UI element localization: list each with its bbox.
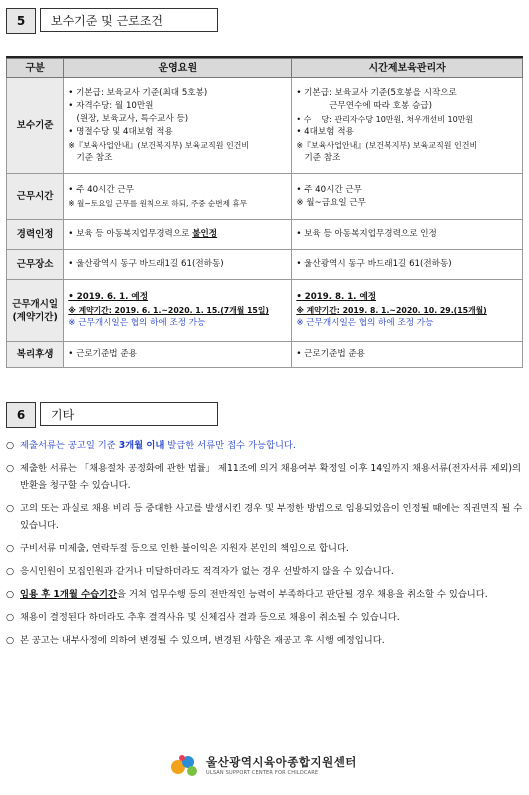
note-text — [20, 586, 523, 603]
not-recognized-emphasis: 불인정 — [192, 229, 218, 239]
note-text — [20, 437, 523, 454]
text-line: ※ 근무개시일은 협의 하에 조정 가능 — [296, 318, 434, 328]
list-item — [6, 540, 523, 557]
text-segment: 발급한 서류만 접수 가능합니다. — [164, 440, 296, 451]
table-row-place — [7, 250, 523, 280]
list-item — [6, 609, 523, 626]
text-segment: 제출서류는 공고일 기준 — [20, 440, 119, 451]
org-logo — [170, 752, 357, 778]
table-row-pay — [7, 78, 523, 174]
conditions-table — [6, 58, 523, 368]
probation-emphasis: 임용 후 1개월 수습기간 — [20, 589, 118, 600]
section-6-header — [6, 402, 218, 428]
text-line: • 주 40시간 근무 — [296, 184, 363, 195]
bullet-icon: ○ — [6, 543, 15, 554]
bullet-icon: ○ — [6, 612, 15, 623]
row-label-line: 근무개시일 — [12, 298, 59, 310]
text-line: • 명절수당 및 4대보험 적용 — [68, 126, 173, 137]
hours-operator-cell — [64, 174, 292, 220]
bullet-icon: ○ — [6, 635, 15, 646]
org-name-english: ULSAN SUPPORT CENTER FOR CHILDCARE — [206, 770, 319, 776]
note-text: 구비서류 미제출, 연락두절 등으로 인한 불이익은 지원자 본인의 책임으로 합니다. — [20, 543, 349, 554]
table-header-row — [7, 59, 523, 78]
row-label: 복리후생 — [7, 342, 64, 368]
text-segment: 을 거쳐 업무수행 등의 전반적인 능력이 부족하다고 판단될 경우 채용을 취소할 수 있습니다. — [117, 589, 488, 600]
text-line: • 기본급: 보육교사 기준(최대 5호봉) — [68, 87, 208, 98]
section-5-header — [6, 8, 218, 34]
list-item — [6, 437, 523, 454]
list-item — [6, 586, 523, 603]
three-months-emphasis: 3개월 이내 — [118, 440, 165, 451]
logo-text — [206, 754, 357, 776]
bullet-icon: ○ — [6, 463, 15, 474]
text-line: • 수 당: 관리자수당 10만원, 처우개선비 10만원 — [296, 114, 474, 124]
career-operator-cell — [64, 220, 292, 250]
header-manager: 시간제보육관리자 — [292, 59, 523, 78]
text-line: • 2019. 6. 1. 예정 — [68, 292, 149, 302]
list-item — [6, 500, 523, 534]
welfare-operator-cell: • 근로기준법 준용 — [64, 342, 292, 368]
section-title: 보수기준 및 근로조건 — [40, 8, 218, 32]
list-item — [6, 563, 523, 580]
text-line: 기준 참조 — [68, 152, 113, 163]
text-line: ※ 근무개시일은 협의 하에 조정 가능 — [68, 318, 206, 328]
pay-manager-cell — [292, 78, 523, 174]
text-line: (원장, 보육교사, 특수교사 등) — [68, 113, 189, 124]
welfare-manager-cell: • 근로기준법 준용 — [292, 342, 523, 368]
hours-manager-cell — [292, 174, 523, 220]
table-row-career — [7, 220, 523, 250]
header-category: 구분 — [7, 59, 64, 78]
start-operator-cell — [64, 280, 292, 342]
note-text: 제출한 서류는 「채용절차 공정화에 관한 법률」 제11조에 의거 채용여부 확정일 이후 14일까지 채용서류(전자서류 제외)의 반환을 청구할 수 있습니다. — [20, 463, 522, 491]
list-item — [6, 460, 523, 494]
text-line: ※ 월~금요일 근무 — [296, 197, 366, 208]
note-text: 채용이 결정된다 하더라도 추후 결격사유 및 신체검사 결과 등으로 채용이 취소될 수 있습니다. — [20, 612, 400, 623]
text-line: ※『보육사업안내』(보건복지부) 보육교직원 인건비 — [68, 140, 250, 150]
bullet-icon: ○ — [6, 503, 15, 514]
table-row-start — [7, 280, 523, 342]
text-line: 기준 참조 — [296, 152, 341, 163]
header-operator: 운영요원 — [64, 59, 292, 78]
row-label: 근무시간 — [7, 174, 64, 220]
section-number: 5 — [6, 8, 36, 34]
section-number: 6 — [6, 402, 36, 428]
row-label: 보수기준 — [7, 78, 64, 174]
bullet-icon: ○ — [6, 440, 15, 451]
text-line: ※ 월~토요일 근무를 원칙으로 하되, 주중 순번제 휴무 — [68, 198, 248, 208]
bullet-icon: ○ — [6, 566, 15, 577]
section-title: 기타 — [40, 402, 218, 426]
table-row-welfare — [7, 342, 523, 368]
table-row-hours — [7, 174, 523, 220]
text-line: ※『보육사업안내』(보건복지부) 보육교직원 인건비 — [296, 140, 478, 150]
list-item — [6, 632, 523, 649]
text-line: ※ 계약기간: 2019. 8. 1.~2020. 10. 29.(15개월) — [296, 306, 487, 315]
row-label: 경력인정 — [7, 220, 64, 250]
text-line: • 2019. 8. 1. 예정 — [296, 292, 377, 302]
bullet-icon: ○ — [6, 589, 15, 600]
place-operator-cell: • 울산광역시 동구 바드래1길 61(전하동) — [64, 250, 292, 280]
row-label: 근무장소 — [7, 250, 64, 280]
pay-operator-cell — [64, 78, 292, 174]
text-line: • 4대보험 적용 — [296, 126, 354, 137]
text-line: • 자격수당: 월 10만원 — [68, 100, 154, 111]
note-text: 응시인원이 모집인원과 같거나 미달하더라도 적격자가 없는 경우 선발하지 않을 수 있습니다. — [20, 566, 394, 577]
row-label — [7, 280, 64, 342]
note-text: 고의 또는 과실로 채용 비리 등 중대한 사고를 발생시킨 경우 및 부정한 방법으로 임용되었음이 인정될 때에는 직권면직 될 수 있습니다. — [20, 503, 523, 531]
row-label-line: (계약기간) — [12, 311, 58, 323]
text-line: ※ 계약기간: 2019. 6. 1.~2020. 1. 15.(7개월 15일) — [68, 306, 269, 315]
start-manager-cell — [292, 280, 523, 342]
note-text: 본 공고는 내부사정에 의하여 변경될 수 있으며, 변경된 사항은 재공고 후 시행 예정입니다. — [20, 635, 385, 646]
text-line: • 보육 등 아동복지업무경력으로 — [68, 229, 193, 239]
text-line: • 기본급: 보육교사 기준(5호봉을 시작으로 — [296, 87, 457, 98]
text-line: 근무연수에 따라 호봉 승급) — [296, 100, 432, 111]
place-manager-cell: • 울산광역시 동구 바드래1길 61(전하동) — [292, 250, 523, 280]
center-logo-icon — [170, 752, 200, 778]
career-manager-cell: • 보육 등 아동복지업무경력으로 인정 — [292, 220, 523, 250]
text-line: • 주 40시간 근무 — [68, 184, 134, 195]
org-name-korean: 울산광역시육아종합지원센터 — [206, 755, 357, 769]
notes-list — [6, 437, 523, 655]
